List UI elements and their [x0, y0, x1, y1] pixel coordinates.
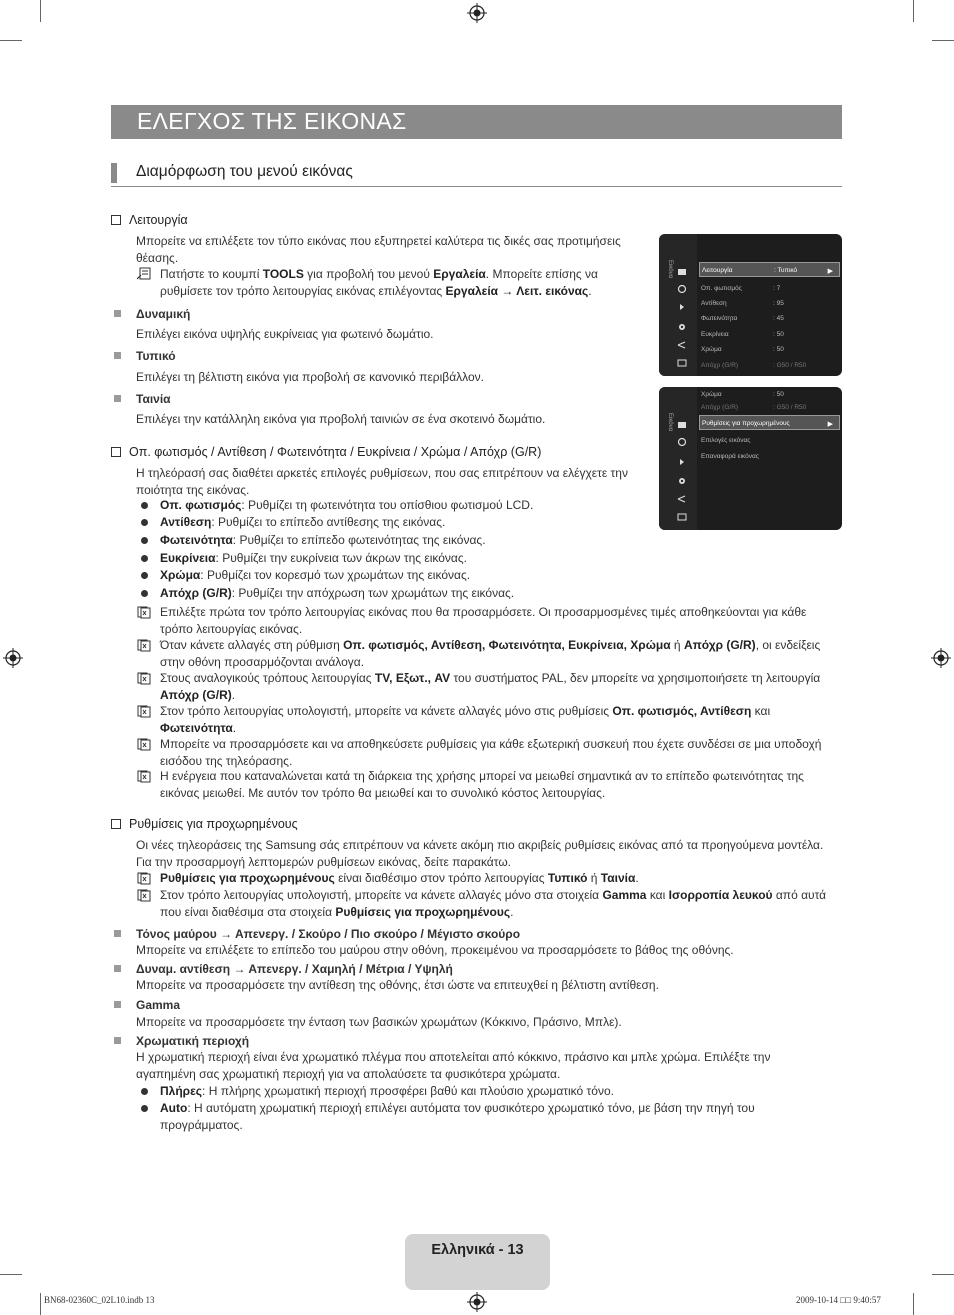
arrow-right-icon: ▶ [827, 268, 833, 275]
mode-item-name: Τυπικό [136, 349, 176, 363]
support-icon [677, 358, 687, 368]
page-title: ΕΛΕΓΧΟΣ ΤΗΣ ΕΙΚΟΝΑΣ [137, 108, 407, 134]
mode-heading: Λειτουργία [111, 213, 188, 227]
crop-mark [913, 0, 914, 22]
advanced-heading: Ρυθμίσεις για προχωρημένους [111, 817, 298, 831]
note-icon [137, 639, 151, 652]
advanced-note-1: Ρυθμίσεις για προχωρημένους είναι διαθέσιμο στον τρόπο λειτουργίας Τυπικό ή Ταινία. [160, 871, 639, 885]
note-icon [137, 872, 151, 885]
bullet-dot [141, 502, 148, 509]
bullet-square-icon [114, 930, 121, 937]
color-space-desc: Η χρωματική περιοχή είναι ένα χρωματικό πλέγμα που αποτελείται από κόκκινο, πράσινο και μπλε χρώμα. Επιλέξτε την αγαπημένη σας χρωματική περιοχή για να απολαύσετε τα φυσικότερα χρώματα. [136, 1050, 771, 1081]
bullet-square-icon [114, 352, 121, 359]
crop-mark [0, 40, 22, 41]
checkbox-icon [111, 447, 121, 457]
advanced-item-name: Δυναμ. αντίθεση → Απενεργ. / Χαμηλή / Μέτρια / Υψηλή [136, 962, 453, 976]
footer-timestamp: 2009-10-14 □□ 9:40:57 [796, 1295, 881, 1305]
section-title: Διαμόρφωση του μενού εικόνας [136, 163, 353, 180]
mode-item-desc: Επιλέγει τη βέλτιστη εικόνα για προβολή σε κανονικό περιβάλλον. [136, 370, 484, 384]
adjust-bullet: Χρώμα: Ρυθμίζει τον κορεσμό των χρωμάτων της εικόνας. [160, 568, 471, 582]
note-icon [137, 738, 151, 751]
advanced-item-name: Gamma [136, 998, 181, 1012]
bullet-dot [141, 1088, 148, 1095]
advanced-item-name: Τόνος μαύρου → Απενεργ. / Σκούρο / Πιο σκούρο / Μέγιστο σκούρο [136, 927, 521, 941]
page-number-tab [405, 1234, 550, 1290]
mode-tools-note: Πατήστε το κουμπί TOOLS για προβολή του μενού Εργαλεία. Μπορείτε επίσης να ρυθμίσετε τον τρόπο λειτουργίας εικόνας επιλέγοντας Εργαλεία → Λειτ. εικόνας. [160, 267, 598, 298]
osd-row[interactable]: Χρώμα : 50 [701, 346, 784, 353]
osd-row[interactable]: Αντίθεση : 95 [701, 300, 784, 307]
osd-row[interactable]: Απόχρ (G/R) : G50 / R50 [701, 362, 807, 369]
osd-picture-menu-2 [659, 387, 842, 530]
osd-row[interactable]: Φωτεινότητα : 45 [701, 315, 784, 322]
arrow-right-icon: ▶ [827, 421, 833, 428]
checkbox-icon [111, 819, 121, 829]
bullet-square-icon [114, 965, 121, 972]
picture-icon [677, 267, 687, 277]
adjust-note-1: Επιλέξτε πρώτα τον τρόπο λειτουργίας εικόνας που θα προσαρμόσετε. Οι προσαρμοσμένες τιμές αποθηκεύονται για κάθε τρόπο λειτουργίας εικόνας. [160, 605, 807, 636]
support-icon [677, 512, 687, 522]
bullet-square-icon [114, 1037, 121, 1044]
crop-mark [0, 1274, 22, 1275]
title-bar [111, 105, 842, 139]
note-icon [137, 770, 151, 783]
footer-file: BN68-02360C_02L10.indb 13 [44, 1295, 155, 1305]
osd-row[interactable]: Ευκρίνεια : 50 [701, 331, 784, 338]
osd-side-label: Εικόνα [667, 413, 673, 432]
bullet-square-icon [114, 395, 121, 402]
mode-intro: Μπορείτε να επιλέξετε τον τύπο εικόνας που εξυπηρετεί καλύτερα τις δικές σας προτιμήσεις θέασης. [136, 234, 621, 265]
advanced-note-2: Στον τρόπο λειτουργίας υπολογιστή, μπορείτε να κάνετε αλλαγές μόνο στα στοιχεία Gamma και Ισορροπία λευκού από αυτά που είναι διαθέσιμα στα στοιχεία Ρυθμίσεις για προχωρημένους. [160, 888, 827, 919]
registration-mark-icon [931, 648, 951, 668]
osd-row[interactable]: Επαναφορά εικόνας [701, 453, 759, 460]
note-icon [137, 705, 151, 718]
adjust-bullet: Οπ. φωτισμός: Ρυθμίζει τη φωτεινότητα του οπίσθιου φωτισμού LCD. [160, 498, 534, 512]
crop-mark [932, 1274, 954, 1275]
input-icon [677, 340, 687, 350]
advanced-intro: Οι νέες τηλεοράσεις της Samsung σάς επιτρέπουν να κάνετε ακόμη πιο ακριβείς ρυθμίσεις εικόνας από τα προηγούμενα μοντέλα. Για την προσαρμογή λεπτομερών ρυθμίσεων εικόνας, δείτε παρακάτω. [136, 838, 824, 869]
adjust-note-3: Στους αναλογικούς τρόπους λειτουργίας TV, Εξωτ., AV του συστήματος PAL, δεν μπορείτε να χρησιμοποιήσετε τη λειτουργία Απόχρ (G/R). [160, 671, 821, 702]
adjust-bullet: Ευκρίνεια: Ρυθμίζει την ευκρίνεια των άκρων της εικόνας. [160, 551, 467, 565]
advanced-item-desc: Μπορείτε να προσαρμόσετε την αντίθεση της οθόνης, έτσι ώστε να επιτευχθεί η βέλτιστη αντίθεση. [136, 978, 659, 992]
bullet-dot [141, 537, 148, 544]
channel-icon [677, 457, 687, 467]
osd-row[interactable]: Χρώμα : 50 [701, 391, 784, 398]
note-icon [137, 606, 151, 619]
mode-item-desc: Επιλέγει εικόνα υψηλής ευκρίνειας για φωτεινό δωμάτιο. [136, 327, 434, 341]
checkbox-icon [111, 215, 121, 225]
note-icon [137, 672, 151, 685]
crop-mark [932, 40, 954, 41]
sound-icon [677, 437, 687, 447]
osd-side-label: Εικόνα [667, 260, 673, 279]
channel-icon [677, 302, 687, 312]
registration-mark-icon [467, 1292, 487, 1312]
crop-mark [40, 0, 41, 22]
mode-item-desc: Επιλέγει την κατάλληλη εικόνα για προβολή ταινιών σε ένα σκοτεινό δωμάτιο. [136, 412, 546, 426]
note-icon [137, 267, 151, 280]
adjust-note-4: Στον τρόπο λειτουργίας υπολογιστή, μπορείτε να κάνετε αλλαγές μόνο στις ρυθμίσεις Οπ. φωτισμός, Αντίθεση και Φωτεινότητα. [160, 704, 771, 735]
osd-row[interactable]: Οπ. φωτισμός : 7 [701, 285, 781, 292]
adjust-bullet: Απόχρ (G/R): Ρυθμίζει την απόχρωση των χρωμάτων της εικόνας. [160, 586, 515, 600]
crop-mark [40, 1293, 41, 1315]
osd-row-selected[interactable]: Λειτουργία : Τυπικό ▶ [699, 262, 840, 277]
section-marker [111, 163, 117, 183]
bullet-dot [141, 555, 148, 562]
osd-picture-menu-1 [659, 234, 842, 376]
advanced-item-desc: Μπορείτε να προσαρμόσετε την ένταση των βασικών χρωμάτων (Κόκκινο, Πράσινο, Μπλε). [136, 1015, 622, 1029]
setup-icon [677, 322, 687, 332]
mode-item-name: Ταινία [136, 392, 171, 406]
adjust-bullet: Φωτεινότητα: Ρυθμίζει το επίπεδο φωτεινότητας της εικόνας. [160, 533, 486, 547]
adjust-note-2: Όταν κάνετε αλλαγές στη ρύθμιση Οπ. φωτισμός, Αντίθεση, Φωτεινότητα, Ευκρίνεια, Χρώμα ή Απόχρ (G/R), οι ενδείξεις στην οθόνη προσαρμόζονται ανάλογα. [160, 638, 821, 669]
bullet-square-icon [114, 310, 121, 317]
page-number: Ελληνικά - 13 [431, 1242, 524, 1258]
note-icon [137, 889, 151, 902]
mode-item-name: Δυναμική [136, 307, 191, 321]
adjust-note-5: Μπορείτε να προσαρμόσετε και να αποθηκεύσετε ρυθμίσεις για κάθε εξωτερική συσκευή που έχετε συνδέσει σε μια υποδοχή εισόδου της τηλεόρασης. [160, 737, 822, 768]
color-space-bullet: Auto: Η αυτόματη χρωματική περιοχή επιλέγει αυτόματα τον φυσικότερο χρωματικό τόνο, με βάση την πηγή του προγράμματος. [160, 1101, 755, 1132]
bullet-dot [141, 519, 148, 526]
advanced-item-desc: Μπορείτε να επιλέξετε το επίπεδο του μαύρου στην οθόνη, προκειμένου να προσαρμόσετε το βάθος της οθόνης. [136, 943, 734, 957]
crop-mark [913, 1293, 914, 1315]
bullet-dot [141, 590, 148, 597]
registration-mark-icon [3, 648, 23, 668]
adjust-intro: Η τηλεόρασή σας διαθέτει αρκετές επιλογές ρυθμίσεων, που σας επιτρέπουν να ελέγχετε την ποιότητα της εικόνας. [136, 466, 628, 497]
picture-icon [677, 420, 687, 430]
bullet-square-icon [114, 1001, 121, 1008]
osd-row-selected[interactable]: Ρυθμίσεις για προχωρημένους ▶ [699, 415, 840, 430]
setup-icon [677, 476, 687, 486]
sound-icon [677, 284, 687, 294]
registration-mark-icon [467, 3, 487, 23]
bullet-dot [141, 1105, 148, 1112]
osd-row[interactable]: Απόχρ (G/R) : G50 / R50 [701, 404, 807, 411]
adjust-bullet: Αντίθεση: Ρυθμίζει το επίπεδο αντίθεσης της εικόνας. [160, 515, 446, 529]
adjust-note-6: Η ενέργεια που καταναλώνεται κατά τη διάρκεια της χρήσης μπορεί να μειωθεί σημαντικά αν το επίπεδο φωτεινότητας της εικόνας μειωθεί. Με αυτόν τον τρόπο θα μειωθεί και το συνολικό κόστος λειτουργίας. [160, 769, 804, 800]
section-heading [111, 161, 842, 187]
bullet-dot [141, 572, 148, 579]
color-space-bullet: Πλήρες: Η πλήρης χρωματική περιοχή προσφέρει βαθύ και πλούσιο χρωματικό τόνο. [160, 1084, 614, 1098]
advanced-item-name: Χρωματική περιοχή [136, 1034, 250, 1048]
osd-row[interactable]: Επιλογές εικόνας [701, 437, 751, 444]
adjust-heading: Οπ. φωτισμός / Αντίθεση / Φωτεινότητα / Ευκρίνεια / Χρώμα / Απόχρ (G/R) [111, 445, 541, 459]
input-icon [677, 494, 687, 504]
